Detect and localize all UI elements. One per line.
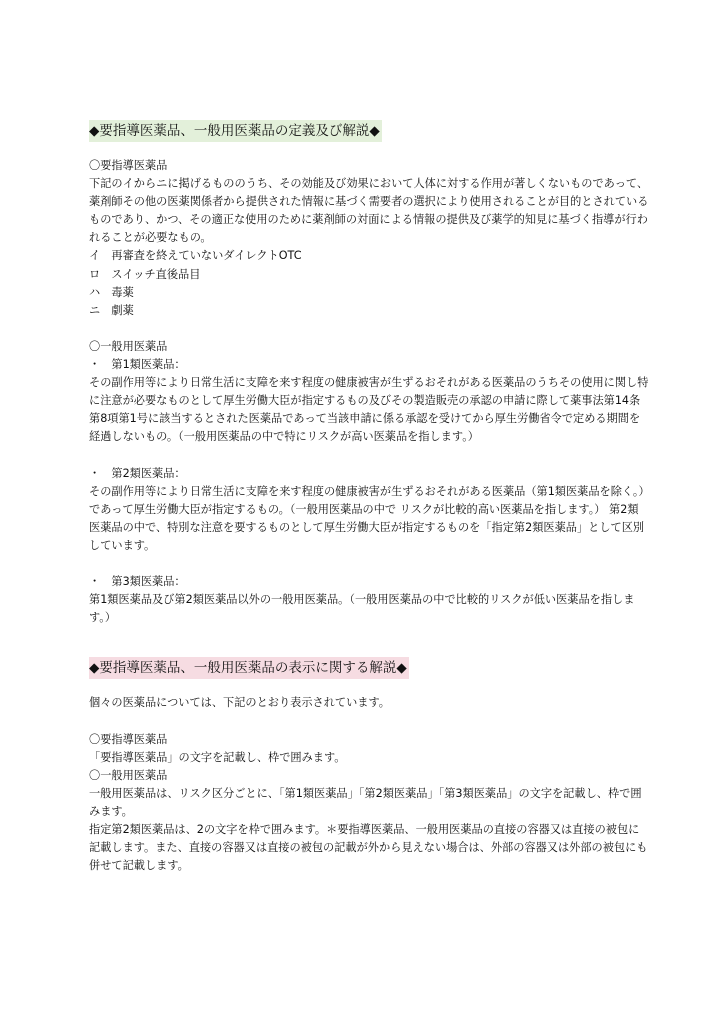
list-item: ニ 劇薬 bbox=[89, 303, 134, 317]
class1-label: ・ 第1類医薬品： bbox=[89, 358, 186, 372]
list-item: イ 再審査を終えていないダイレクトOTC bbox=[89, 249, 302, 263]
spacer bbox=[89, 320, 649, 338]
class2-label: ・ 第2類医薬品： bbox=[89, 466, 186, 480]
list-item: ロ スイッチ直後品目 bbox=[89, 267, 201, 281]
section-title-definitions: ◆要指導医薬品、一般用医薬品の定義及び解説◆ bbox=[89, 120, 382, 142]
youshidou-labeling: 「要指導医薬品」の文字を記載し、枠で囲みます。 bbox=[89, 750, 346, 764]
spacer bbox=[89, 142, 649, 157]
youshidou-description: 下記のイからニに掲げるもののうち、その効能及び効果において人体に対する作用が著しくないものであって、薬剤師その他の医薬関係者から提供された情報に基づく需要者の選択により使用されることが目的とされているものであり、かつ、その適正な使用のために薬剤師の対面による情報の提供及び薬学的知見に基づく指導が行われることが必要なもの。 bbox=[89, 177, 649, 245]
spacer bbox=[89, 679, 649, 694]
spacer bbox=[89, 555, 649, 573]
class1-description: その副作用等により日常生活に支障を来す程度の健康被害が生ずるおそれがある医薬品のうちその使用に関し特に注意が必要なものとして厚生労働大臣が指定するもの及びその製造販売の承認の申請に際して薬事法第14条第8項第1号に該当するとされた医薬品であって当該申請に係る承認を受けてから厚生労働省令で定める期間を経過しないもの。（一般用医薬品の中で特にリスクが高い医薬品を指します。） bbox=[89, 376, 649, 444]
spacer bbox=[89, 447, 649, 465]
class2-description: その副作用等により日常生活に支障を来す程度の健康被害が生ずるおそれがある医薬品（第1類医薬品を除く。）であって厚生労働大臣が指定するもの。（一般用医薬品の中で リスクが比較的高い医薬品を指します。） 第2類医薬品の中で、特別な注意を要するものとして厚生労働大臣が指定するものを「指定第2類医薬品」として区別しています。 bbox=[89, 484, 645, 552]
shitei-labeling: 指定第2類医薬品は、2の文字を枠で囲みます。＊要指導医薬品、一般用医薬品の直接の容器又は直接の被包に記載します。また、直接の容器又は直接の被包の記載が外から見えない場合は、外部の容器又は外部の被包にも併せて記載します。 bbox=[89, 823, 648, 873]
spacer bbox=[89, 627, 649, 657]
ippan-heading: 〇一般用医薬品 bbox=[89, 768, 168, 782]
ippan-labeling: 一般用医薬品は、リスク区分ごとに、「第1類医薬品」「第2類医薬品」「第3類医薬品」の文字を記載し、枠で囲みます。 bbox=[89, 786, 642, 818]
ippan-heading: 〇一般用医薬品 bbox=[89, 339, 168, 353]
labeling-section bbox=[89, 694, 649, 875]
definitions-section bbox=[89, 157, 649, 627]
class3-description: 第1類医薬品及び第2類医薬品以外の一般用医薬品。（一般用医薬品の中で比較的リスクが低い医薬品を指します。） bbox=[89, 593, 635, 625]
youshidou-heading: 〇要指導医薬品 bbox=[89, 159, 168, 172]
document-page bbox=[89, 120, 649, 875]
list-item: ハ 毒薬 bbox=[89, 285, 134, 299]
labeling-intro: 個々の医薬品については、下記のとおり表示されています。 bbox=[89, 696, 390, 710]
class3-label: ・ 第3類医薬品： bbox=[89, 575, 186, 589]
section-title-labeling: ◆要指導医薬品、一般用医薬品の表示に関する解説◆ bbox=[89, 657, 409, 679]
spacer bbox=[89, 713, 649, 731]
youshidou-heading: 〇要指導医薬品 bbox=[89, 732, 168, 746]
